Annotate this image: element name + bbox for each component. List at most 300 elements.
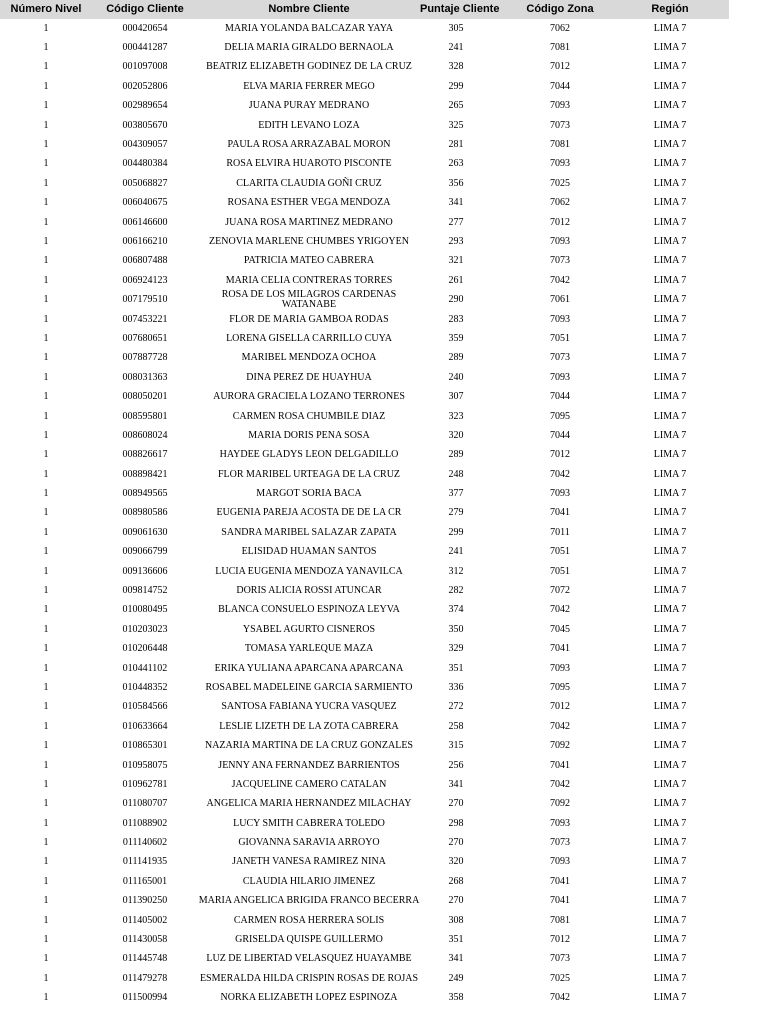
puntaje-cliente-cell: 256 (448, 759, 464, 771)
codigo-zona-cell: 7081 (550, 42, 570, 54)
region-cell: LIMA 7 (653, 681, 687, 693)
codigo-cliente-cell: 008031363 (122, 371, 168, 383)
puntaje-cliente-cell: 325 (448, 119, 464, 131)
puntaje-cliente-cell: 377 (448, 488, 464, 500)
region-cell: LIMA 7 (653, 274, 687, 286)
table-row (0, 853, 729, 872)
table-row (0, 950, 729, 969)
codigo-cliente-cell: 010865301 (122, 740, 168, 752)
codigo-cliente-cell: 011479278 (122, 972, 168, 984)
region-cell: LIMA 7 (653, 468, 687, 480)
codigo-cliente-cell: 011140602 (122, 837, 168, 849)
header-region: Región (651, 3, 689, 15)
table-row (0, 833, 729, 852)
numero-nivel-cell: 1 (43, 449, 49, 461)
table-row (0, 872, 729, 891)
table-row (0, 426, 729, 445)
region-cell: LIMA 7 (653, 22, 687, 34)
puntaje-cliente-cell: 307 (448, 391, 464, 403)
codigo-zona-cell: 7093 (550, 235, 570, 247)
nombre-cliente-cell: BEATRIZ ELIZABETH GODINEZ DE LA CRUZ (206, 61, 412, 73)
codigo-cliente-cell: 001097008 (122, 61, 168, 73)
codigo-zona-cell: 7044 (550, 391, 570, 403)
puntaje-cliente-cell: 263 (448, 158, 464, 170)
nombre-cliente-cell: ESMERALDA HILDA CRISPIN ROSAS DE ROJAS (199, 972, 419, 984)
puntaje-cliente-cell: 351 (448, 934, 464, 946)
numero-nivel-cell: 1 (43, 623, 49, 635)
numero-nivel-cell: 1 (43, 526, 49, 538)
numero-nivel-cell: 1 (43, 391, 49, 403)
codigo-cliente-cell: 010633664 (122, 720, 168, 732)
codigo-cliente-cell: 004480384 (122, 158, 168, 170)
region-cell: LIMA 7 (653, 817, 687, 829)
codigo-cliente-cell: 005068827 (122, 177, 168, 189)
table-row (0, 194, 729, 213)
region-cell: LIMA 7 (653, 177, 687, 189)
nombre-cliente-cell: YSABEL AGURTO CISNEROS (242, 623, 376, 635)
region-cell: LIMA 7 (653, 139, 687, 151)
nombre-cliente-cell: SANDRA MARIBEL SALAZAR ZAPATA (221, 526, 397, 538)
nombre-cliente-cell: EDITH LEVANO LOZA (258, 119, 360, 131)
region-cell: LIMA 7 (653, 585, 687, 597)
nombre-cliente-cell: GIOVANNA SARAVIA ARROYO (238, 837, 380, 849)
codigo-zona-cell: 7073 (550, 255, 570, 267)
codigo-cliente-cell: 008050201 (122, 391, 168, 403)
codigo-cliente-cell: 010203023 (122, 623, 168, 635)
puntaje-cliente-cell: 336 (448, 681, 464, 693)
puntaje-cliente-cell: 341 (448, 953, 464, 965)
numero-nivel-cell: 1 (43, 42, 49, 54)
header-numero-nivel: Número Nivel (10, 3, 82, 15)
table-row (0, 407, 729, 426)
codigo-cliente-cell: 009136606 (122, 565, 168, 577)
nombre-cliente-cell: GRISELDA QUISPE GUILLERMO (235, 934, 383, 946)
puntaje-cliente-cell: 308 (448, 914, 464, 926)
nombre-cliente-cell: LUZ DE LIBERTAD VELASQUEZ HUAYAMBE (206, 953, 412, 965)
numero-nivel-cell: 1 (43, 837, 49, 849)
region-cell: LIMA 7 (653, 778, 687, 790)
puntaje-cliente-cell: 281 (448, 139, 464, 151)
region-cell: LIMA 7 (653, 410, 687, 422)
codigo-cliente-cell: 010958075 (122, 759, 168, 771)
nombre-cliente-cell: ROSA ELVIRA HUAROTO PISCONTE (226, 158, 392, 170)
numero-nivel-cell: 1 (43, 197, 49, 209)
table-row (0, 232, 729, 251)
codigo-cliente-cell: 010441102 (122, 662, 168, 674)
table-row (0, 310, 729, 329)
region-cell: LIMA 7 (653, 992, 687, 1004)
region-cell: LIMA 7 (653, 643, 687, 655)
numero-nivel-cell: 1 (43, 235, 49, 247)
region-cell: LIMA 7 (653, 720, 687, 732)
codigo-cliente-cell: 010448352 (122, 681, 168, 693)
region-cell: LIMA 7 (653, 255, 687, 267)
numero-nivel-cell: 1 (43, 585, 49, 597)
puntaje-cliente-cell: 320 (448, 856, 464, 868)
codigo-zona-cell: 7093 (550, 313, 570, 325)
codigo-zona-cell: 7012 (550, 449, 570, 461)
nombre-cliente-cell: TOMASA YARLEQUE MAZA (244, 643, 374, 655)
nombre-cliente-cell: CARMEN ROSA CHUMBILE DIAZ (232, 410, 386, 422)
table-row (0, 252, 729, 271)
codigo-zona-cell: 7011 (550, 526, 570, 538)
codigo-zona-cell: 7044 (550, 80, 570, 92)
nombre-cliente-cell: EUGENIA PAREJA ACOSTA DE DE LA CR (216, 507, 402, 519)
numero-nivel-cell: 1 (43, 934, 49, 946)
puntaje-cliente-cell: 290 (448, 294, 464, 306)
nombre-cliente-cell: MARGOT SORIA BACA (256, 488, 362, 500)
codigo-cliente-cell: 010080495 (122, 604, 168, 616)
puntaje-cliente-cell: 312 (448, 565, 464, 577)
codigo-cliente-cell: 006040675 (122, 197, 168, 209)
numero-nivel-cell: 1 (43, 546, 49, 558)
table-row (0, 58, 729, 77)
nombre-cliente-cell: AURORA GRACIELA LOZANO TERRONES (213, 391, 405, 403)
puntaje-cliente-cell: 277 (448, 216, 464, 228)
codigo-zona-cell: 7012 (550, 61, 570, 73)
region-cell: LIMA 7 (653, 42, 687, 54)
puntaje-cliente-cell: 356 (448, 177, 464, 189)
table-row (0, 969, 729, 988)
table-row (0, 135, 729, 154)
nombre-cliente-cell: CLAUDIA HILARIO JIMENEZ (242, 875, 376, 887)
table-row (0, 155, 729, 174)
codigo-zona-cell: 7093 (550, 856, 570, 868)
codigo-zona-cell: 7042 (550, 604, 570, 616)
puntaje-cliente-cell: 351 (448, 662, 464, 674)
codigo-zona-cell: 7081 (550, 139, 570, 151)
codigo-zona-cell: 7025 (550, 972, 570, 984)
codigo-zona-cell: 7093 (550, 100, 570, 112)
region-cell: LIMA 7 (653, 953, 687, 965)
table-row (0, 271, 729, 290)
codigo-zona-cell: 7042 (550, 778, 570, 790)
table-row (0, 523, 729, 542)
codigo-zona-cell: 7042 (550, 468, 570, 480)
nombre-cliente-cell: ROSANA ESTHER VEGA MENDOZA (227, 197, 391, 209)
numero-nivel-cell: 1 (43, 488, 49, 500)
numero-nivel-cell: 1 (43, 274, 49, 286)
puntaje-cliente-cell: 258 (448, 720, 464, 732)
codigo-cliente-cell: 010584566 (122, 701, 168, 713)
codigo-cliente-cell: 010962781 (122, 778, 168, 790)
table-row (0, 329, 729, 348)
numero-nivel-cell: 1 (43, 119, 49, 131)
puntaje-cliente-cell: 329 (448, 643, 464, 655)
puntaje-cliente-cell: 359 (448, 332, 464, 344)
numero-nivel-cell: 1 (43, 22, 49, 34)
region-cell: LIMA 7 (653, 837, 687, 849)
region-cell: LIMA 7 (653, 371, 687, 383)
nombre-cliente-cell: JENNY ANA FERNANDEZ BARRIENTOS (218, 759, 400, 771)
numero-nivel-cell: 1 (43, 352, 49, 364)
codigo-zona-cell: 7073 (550, 119, 570, 131)
numero-nivel-cell: 1 (43, 643, 49, 655)
codigo-zona-cell: 7051 (550, 332, 570, 344)
codigo-zona-cell: 7081 (550, 914, 570, 926)
codigo-zona-cell: 7051 (550, 565, 570, 577)
puntaje-cliente-cell: 299 (448, 526, 464, 538)
region-cell: LIMA 7 (653, 352, 687, 364)
codigo-zona-cell: 7042 (550, 274, 570, 286)
region-cell: LIMA 7 (653, 449, 687, 461)
codigo-zona-cell: 7045 (550, 623, 570, 635)
nombre-cliente-cell: CLARITA CLAUDIA GOÑI CRUZ (236, 177, 382, 189)
region-cell: LIMA 7 (653, 546, 687, 558)
nombre-cliente-cell: SANTOSA FABIANA YUCRA VASQUEZ (221, 701, 397, 713)
table-row (0, 678, 729, 697)
puntaje-cliente-cell: 282 (448, 585, 464, 597)
region-cell: LIMA 7 (653, 294, 687, 306)
region-cell: LIMA 7 (653, 332, 687, 344)
codigo-cliente-cell: 008608024 (122, 429, 168, 441)
codigo-zona-cell: 7095 (550, 681, 570, 693)
table-row (0, 989, 729, 1008)
numero-nivel-cell: 1 (43, 701, 49, 713)
numero-nivel-cell: 1 (43, 565, 49, 577)
puntaje-cliente-cell: 299 (448, 80, 464, 92)
numero-nivel-cell: 1 (43, 216, 49, 228)
puntaje-cliente-cell: 270 (448, 895, 464, 907)
table-row (0, 698, 729, 717)
codigo-cliente-cell: 011445748 (122, 953, 168, 965)
numero-nivel-cell: 1 (43, 817, 49, 829)
codigo-cliente-cell: 007453221 (122, 313, 168, 325)
numero-nivel-cell: 1 (43, 468, 49, 480)
nombre-cliente-cell: ERIKA YULIANA APARCANA APARCANA (214, 662, 404, 674)
nombre-cliente-cell: ANGELICA MARIA HERNANDEZ MILACHAY (206, 798, 412, 810)
codigo-cliente-cell: 010206448 (122, 643, 168, 655)
numero-nivel-cell: 1 (43, 778, 49, 790)
nombre-cliente-cell: JACQUELINE CAMERO CATALAN (231, 778, 387, 790)
numero-nivel-cell: 1 (43, 429, 49, 441)
codigo-cliente-cell: 003805670 (122, 119, 168, 131)
codigo-zona-cell: 7042 (550, 720, 570, 732)
codigo-zona-cell: 7062 (550, 197, 570, 209)
region-cell: LIMA 7 (653, 61, 687, 73)
codigo-zona-cell: 7041 (550, 875, 570, 887)
table-header (0, 0, 729, 19)
codigo-cliente-cell: 000420654 (122, 22, 168, 34)
region-cell: LIMA 7 (653, 701, 687, 713)
table-row (0, 775, 729, 794)
puntaje-cliente-cell: 328 (448, 61, 464, 73)
table-row (0, 290, 729, 309)
puntaje-cliente-cell: 270 (448, 837, 464, 849)
numero-nivel-cell: 1 (43, 255, 49, 267)
codigo-zona-cell: 7092 (550, 798, 570, 810)
table-row (0, 446, 729, 465)
codigo-cliente-cell: 008898421 (122, 468, 168, 480)
codigo-zona-cell: 7093 (550, 662, 570, 674)
numero-nivel-cell: 1 (43, 177, 49, 189)
codigo-cliente-cell: 011165001 (122, 875, 168, 887)
numero-nivel-cell: 1 (43, 972, 49, 984)
nombre-cliente-cell: MARIA CELIA CONTRERAS TORRES (225, 274, 393, 286)
numero-nivel-cell: 1 (43, 313, 49, 325)
nombre-cliente-cell: JANETH VANESA RAMIREZ NINA (232, 856, 386, 868)
codigo-cliente-cell: 007179510 (122, 294, 168, 306)
codigo-cliente-cell: 006924123 (122, 274, 168, 286)
table-row (0, 795, 729, 814)
region-cell: LIMA 7 (653, 526, 687, 538)
codigo-cliente-cell: 009066799 (122, 546, 168, 558)
puntaje-cliente-cell: 374 (448, 604, 464, 616)
numero-nivel-cell: 1 (43, 992, 49, 1004)
region-cell: LIMA 7 (653, 934, 687, 946)
codigo-zona-cell: 7012 (550, 216, 570, 228)
codigo-zona-cell: 7062 (550, 22, 570, 34)
nombre-cliente-cell: LUCIA EUGENIA MENDOZA YANAVILCA (215, 565, 403, 577)
header-codigo-zona: Código Zona (526, 3, 594, 15)
region-cell: LIMA 7 (653, 662, 687, 674)
header-codigo-cliente: Código Cliente (106, 3, 184, 15)
table-body (0, 19, 729, 1008)
puntaje-cliente-cell: 265 (448, 100, 464, 112)
table-row (0, 97, 729, 116)
codigo-cliente-cell: 006146600 (122, 216, 168, 228)
table-row (0, 620, 729, 639)
nombre-cliente-cell: CARMEN ROSA HERRERA SOLIS (233, 914, 385, 926)
table-row (0, 387, 729, 406)
codigo-cliente-cell: 008826617 (122, 449, 168, 461)
puntaje-cliente-cell: 270 (448, 798, 464, 810)
table-row (0, 484, 729, 503)
table-row (0, 19, 729, 38)
codigo-cliente-cell: 011088902 (122, 817, 168, 829)
codigo-zona-cell: 7042 (550, 992, 570, 1004)
region-cell: LIMA 7 (653, 80, 687, 92)
nombre-cliente-cell: LESLIE LIZETH DE LA ZOTA CABRERA (219, 720, 399, 732)
region-cell: LIMA 7 (653, 856, 687, 868)
region-cell: LIMA 7 (653, 759, 687, 771)
puntaje-cliente-cell: 241 (448, 546, 464, 558)
nombre-cliente-cell: ZENOVIA MARLENE CHUMBES YRIGOYEN (209, 235, 409, 247)
codigo-cliente-cell: 007680651 (122, 332, 168, 344)
numero-nivel-cell: 1 (43, 100, 49, 112)
codigo-zona-cell: 7041 (550, 759, 570, 771)
codigo-cliente-cell: 006166210 (122, 235, 168, 247)
numero-nivel-cell: 1 (43, 720, 49, 732)
region-cell: LIMA 7 (653, 972, 687, 984)
nombre-cliente-cell: FLOR DE MARIA GAMBOA RODAS (229, 313, 389, 325)
region-cell: LIMA 7 (653, 875, 687, 887)
puntaje-cliente-cell: 249 (448, 972, 464, 984)
table-row (0, 349, 729, 368)
table-row (0, 736, 729, 755)
nombre-cliente-cell: ROSABEL MADELEINE GARCIA SARMIENTO (205, 681, 413, 693)
nombre-cliente-cell: JUANA PURAY MEDRANO (248, 100, 370, 112)
nombre-cliente-cell: MARIA ANGELICA BRIGIDA FRANCO BECERRA (198, 895, 420, 907)
puntaje-cliente-cell: 350 (448, 623, 464, 635)
table-row (0, 581, 729, 600)
puntaje-cliente-cell: 272 (448, 701, 464, 713)
region-cell: LIMA 7 (653, 100, 687, 112)
table-row (0, 659, 729, 678)
puntaje-cliente-cell: 289 (448, 449, 464, 461)
codigo-cliente-cell: 002052806 (122, 80, 168, 92)
codigo-cliente-cell: 008980586 (122, 507, 168, 519)
codigo-cliente-cell: 011080707 (122, 798, 168, 810)
puntaje-cliente-cell: 320 (448, 429, 464, 441)
codigo-zona-cell: 7093 (550, 817, 570, 829)
region-cell: LIMA 7 (653, 429, 687, 441)
region-cell: LIMA 7 (653, 391, 687, 403)
table-row (0, 601, 729, 620)
codigo-zona-cell: 7073 (550, 837, 570, 849)
region-cell: LIMA 7 (653, 216, 687, 228)
region-cell: LIMA 7 (653, 895, 687, 907)
codigo-cliente-cell: 011390250 (122, 895, 168, 907)
puntaje-cliente-cell: 321 (448, 255, 464, 267)
puntaje-cliente-cell: 341 (448, 778, 464, 790)
numero-nivel-cell: 1 (43, 914, 49, 926)
table-row (0, 717, 729, 736)
codigo-zona-cell: 7072 (550, 585, 570, 597)
numero-nivel-cell: 1 (43, 662, 49, 674)
numero-nivel-cell: 1 (43, 681, 49, 693)
codigo-cliente-cell: 008595801 (122, 410, 168, 422)
nombre-cliente-cell: PATRICIA MATEO CABRERA (243, 255, 375, 267)
table-row (0, 465, 729, 484)
nombre-cliente-cell: ELISIDAD HUAMAN SANTOS (241, 546, 377, 558)
table-row (0, 640, 729, 659)
table-row (0, 116, 729, 135)
table-row (0, 930, 729, 949)
codigo-cliente-cell: 009814752 (122, 585, 168, 597)
puntaje-cliente-cell: 248 (448, 468, 464, 480)
table-row (0, 911, 729, 930)
codigo-cliente-cell: 011430058 (122, 934, 168, 946)
region-cell: LIMA 7 (653, 488, 687, 500)
codigo-cliente-cell: 000441287 (122, 42, 168, 54)
nombre-cliente-cell: LUCY SMITH CABRERA TOLEDO (233, 817, 385, 829)
numero-nivel-cell: 1 (43, 740, 49, 752)
table-row (0, 213, 729, 232)
table-row (0, 756, 729, 775)
puntaje-cliente-cell: 279 (448, 507, 464, 519)
codigo-cliente-cell: 011405002 (122, 914, 168, 926)
numero-nivel-cell: 1 (43, 80, 49, 92)
table-row (0, 814, 729, 833)
region-cell: LIMA 7 (653, 604, 687, 616)
table-row (0, 77, 729, 96)
region-cell: LIMA 7 (653, 197, 687, 209)
codigo-cliente-cell: 006807488 (122, 255, 168, 267)
region-cell: LIMA 7 (653, 565, 687, 577)
codigo-cliente-cell: 004309057 (122, 139, 168, 151)
codigo-zona-cell: 7044 (550, 429, 570, 441)
nombre-cliente-cell: BLANCA CONSUELO ESPINOZA LEYVA (218, 604, 400, 616)
numero-nivel-cell: 1 (43, 61, 49, 73)
numero-nivel-cell: 1 (43, 371, 49, 383)
numero-nivel-cell: 1 (43, 953, 49, 965)
region-cell: LIMA 7 (653, 507, 687, 519)
codigo-cliente-cell: 011500994 (122, 992, 168, 1004)
nombre-cliente-cell: MARIA YOLANDA BALCAZAR YAYA (224, 22, 394, 34)
nombre-cliente-cell: JUANA ROSA MARTINEZ MEDRANO (225, 216, 393, 228)
table-row (0, 368, 729, 387)
numero-nivel-cell: 1 (43, 798, 49, 810)
codigo-zona-cell: 7092 (550, 740, 570, 752)
numero-nivel-cell: 1 (43, 759, 49, 771)
numero-nivel-cell: 1 (43, 332, 49, 344)
numero-nivel-cell: 1 (43, 158, 49, 170)
nombre-cliente-cell: MARIA DORIS PENA SOSA (248, 429, 370, 441)
codigo-zona-cell: 7041 (550, 895, 570, 907)
nombre-cliente-cell: NORKA ELIZABETH LOPEZ ESPINOZA (220, 992, 398, 1004)
header-puntaje-cliente: Puntaje Cliente (420, 3, 500, 15)
